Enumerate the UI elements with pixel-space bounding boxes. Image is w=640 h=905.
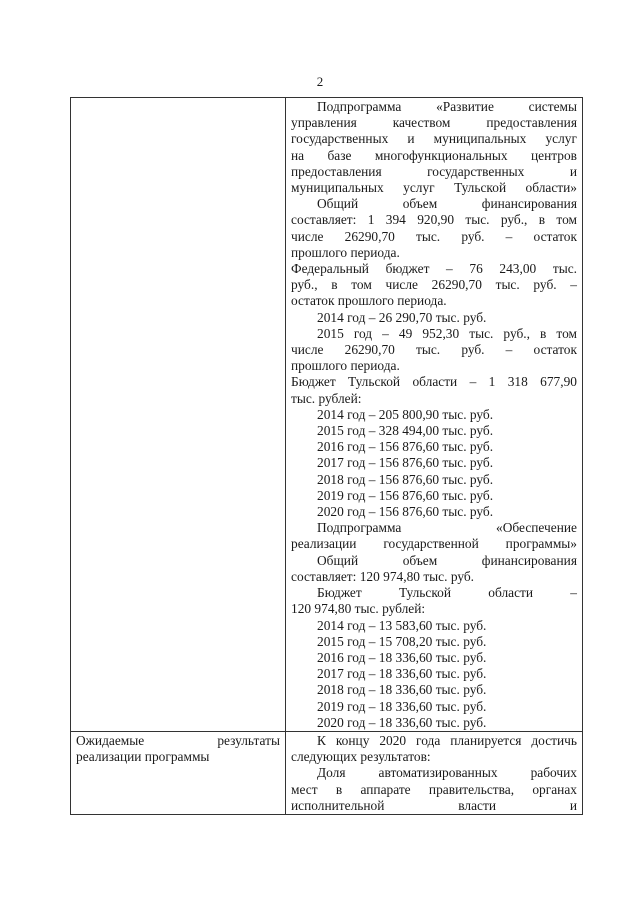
- text-line: 2014 год – 13 583,60 тыс. руб.: [317, 617, 487, 633]
- text-line: Подпрограмма «Обеспечение: [317, 520, 577, 536]
- text-line: 2019 год – 156 876,60 тыс. руб.: [317, 487, 494, 503]
- label-line: реализации программы: [76, 749, 210, 765]
- text-line: муниципальных услуг Тульской области»: [291, 180, 577, 196]
- text-line: 2020 год – 156 876,60 тыс. руб.: [317, 504, 494, 520]
- text-line: следующих результатов:: [291, 749, 431, 765]
- text-line: исполнительной власти и: [291, 797, 577, 813]
- row-label-cell: [71, 98, 286, 732]
- text-line: 2015 год – 15 708,20 тыс. руб.: [317, 633, 487, 649]
- passport-table: [70, 97, 583, 815]
- row-content-cell: [286, 731, 583, 814]
- text-line: 2020 год – 18 336,60 тыс. руб.: [317, 714, 487, 730]
- text-line: 2015 год – 49 952,30 тыс. руб., в том: [317, 325, 577, 341]
- text-line: составляет: 120 974,80 тыс. руб.: [291, 568, 475, 584]
- text-line: составляет: 1 394 920,90 тыс. руб., в том: [291, 212, 577, 228]
- text-line: Доля автоматизированных рабочих: [317, 765, 577, 781]
- text-line: числе 26290,70 тыс. руб. – остаток: [291, 342, 577, 358]
- text-line: прошлого периода.: [291, 358, 400, 374]
- row-label-cell: [71, 731, 286, 814]
- text-line: мест в аппарате правительства, органах: [291, 781, 577, 797]
- text-line: 2017 год – 156 876,60 тыс. руб.: [317, 455, 494, 471]
- text-line: Общий объем финансирования: [317, 196, 577, 212]
- text-line: на базе многофункциональных центров: [291, 147, 577, 163]
- text-line: руб., в том числе 26290,70 тыс. руб. –: [291, 277, 577, 293]
- table-row: [71, 98, 583, 732]
- label-line: Ожидаемые результаты: [76, 732, 280, 748]
- text-line: 2018 год – 156 876,60 тыс. руб.: [317, 471, 494, 487]
- text-line: 2016 год – 18 336,60 тыс. руб.: [317, 649, 487, 665]
- text-line: Бюджет Тульской области – 1 318 677,90: [291, 374, 577, 390]
- text-line: прошлого периода.: [291, 244, 400, 260]
- text-line: остаток прошлого периода.: [291, 293, 447, 309]
- text-line: Федеральный бюджет – 76 243,00 тыс.: [291, 261, 577, 277]
- text-line: управления качеством предоставления: [291, 115, 577, 131]
- table-row: [71, 731, 583, 814]
- text-line: Подпрограмма «Развитие системы: [317, 99, 577, 114]
- text-line: 2014 год – 205 800,90 тыс. руб.: [317, 406, 494, 422]
- page-number: 2: [316, 74, 324, 89]
- text-line: 120 974,80 тыс. рублей:: [291, 601, 426, 617]
- text-line: Бюджет Тульской области –: [317, 585, 577, 601]
- text-line: предоставления государственных и: [291, 163, 577, 179]
- text-line: 2014 год – 26 290,70 тыс. руб.: [317, 309, 487, 325]
- row-content-cell: [286, 98, 583, 732]
- text-line: К концу 2020 года планируется достичь: [317, 732, 577, 748]
- text-line: 2017 год – 18 336,60 тыс. руб.: [317, 666, 487, 682]
- text-line: 2018 год – 18 336,60 тыс. руб.: [317, 682, 487, 698]
- text-line: числе 26290,70 тыс. руб. – остаток: [291, 228, 577, 244]
- text-line: реализации государственной программы»: [291, 536, 577, 552]
- text-line: Общий объем финансирования: [317, 552, 577, 568]
- text-line: 2019 год – 18 336,60 тыс. руб.: [317, 698, 487, 714]
- text-line: 2016 год – 156 876,60 тыс. руб.: [317, 439, 494, 455]
- text-line: 2015 год – 328 494,00 тыс. руб.: [317, 423, 494, 439]
- text-line: государственных и муниципальных услуг: [291, 131, 577, 147]
- text-line: тыс. рублей:: [291, 390, 362, 406]
